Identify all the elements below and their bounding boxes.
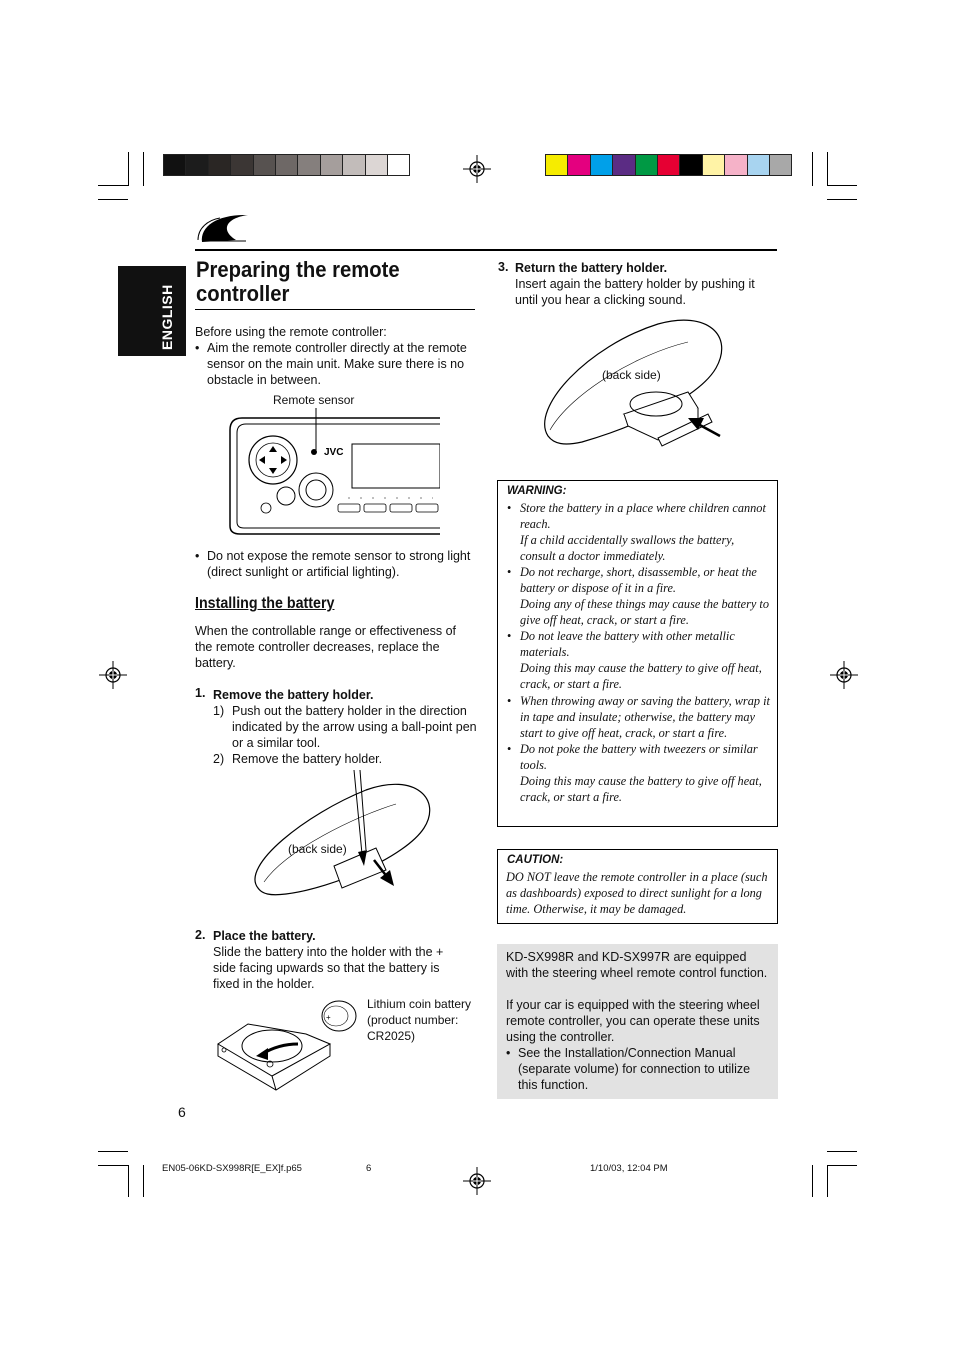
steering-info-bullet: • See the Installation/Connection Manual (separate volume) for connection to utilize this function. [506,1045,768,1093]
step3-number: 3. [498,260,509,274]
crop-mark [812,1165,813,1197]
title-rule [195,309,475,310]
color-swatch [163,154,186,176]
intro-bullet-aim: • Aim the remote controller directly at the remote sensor on the main unit. Make sure there is no obstacle in between. [195,340,477,388]
crop-mark [827,1165,857,1166]
color-swatch [702,154,725,176]
registration-mark-icon [99,661,127,689]
registration-mark-icon [463,1167,491,1195]
step3-title: Return the battery holder. [515,261,668,275]
step1-sub2-number: 2) [213,752,225,766]
registration-mark-icon [830,661,858,689]
language-tab-label: ENGLISH [159,284,175,350]
crop-mark [827,1151,857,1152]
color-swatch [590,154,613,176]
section-header-icon [196,212,252,244]
steering-info-p1: KD-SX998R and KD-SX997R are equipped with the steering wheel remote control function. [506,950,768,980]
page-title [196,258,472,306]
crop-mark [128,152,129,186]
color-swatch [747,154,770,176]
crop-mark [827,185,857,186]
step1-sub1-number: 1) [213,704,225,718]
head-unit-illustration [228,408,440,536]
crop-mark [827,1165,828,1197]
color-swatch [342,154,365,176]
warning-item: • When throwing away or saving the battery, wrap it in tape and insulate; otherwise, the battery may start to give off heat, crack, or start a fire. [507,693,771,741]
steering-info-p2: If your car is equipped with the steering wheel remote controller, you can operate these units using the controller. [506,998,760,1044]
step3-figure-label: (back side) [602,368,661,382]
svg-text:+: + [326,1013,331,1022]
steering-info-list [506,1045,768,1093]
step3-body: Insert again the battery holder by pushing it until you hear a clicking sound. [515,277,755,307]
footer-filename: EN05-06KD-SX998R[E_EX]f.p65 [162,1163,302,1174]
crop-mark [98,1151,128,1152]
color-swatch [365,154,388,176]
sensor-bullet-list [195,548,477,580]
color-swatch [230,154,253,176]
caution-heading: CAUTION: [507,854,564,866]
warning-item: • Do not poke the battery with tweezers or similar tools. Doing this may cause the battery to give off heat, crack, or start a fire. [507,741,771,805]
footer-date: 1/10/03, 12:04 PM [590,1163,668,1174]
color-swatch [567,154,590,176]
crop-mark [827,199,857,200]
language-tab [118,266,186,356]
crop-mark [143,1165,144,1197]
color-swatch [297,154,320,176]
page-title-line2: controller [196,281,290,306]
crop-mark [143,152,144,186]
color-swatch [612,154,635,176]
step1-sub2: Remove the battery holder. [232,752,383,766]
warning-list [507,500,771,805]
color-swatch [275,154,298,176]
install-body: When the controllable range or effectiveness of the remote controller decreases, replace the battery. [195,624,457,670]
color-swatch [657,154,680,176]
brand-logo: JVC [324,447,344,458]
warning-item: • Do not leave the battery with other metallic materials. Doing this may cause the battery to give off heat, crack, or start a fire. [507,628,771,692]
intro-lead: Before using the remote controller: [195,325,387,339]
color-swatch [679,154,702,176]
crop-mark [827,152,828,186]
color-swatch [635,154,658,176]
page-title-line1: Preparing the remote [196,257,400,282]
crop-mark [98,185,128,186]
remote-removal-illustration [246,770,436,910]
step1-title: Remove the battery holder. [213,688,374,702]
warning-heading: WARNING: [507,485,567,497]
step1-number: 1. [195,686,206,700]
color-swatch [320,154,343,176]
intro-bullet-list [195,340,477,388]
step2-title: Place the battery. [213,929,316,943]
color-swatch [387,154,410,176]
sensor-light-bullet: • Do not expose the remote sensor to strong light (direct sunlight or artificial lighting). [195,548,477,580]
step2-body: Slide the battery into the holder with the + side facing upwards so that the battery is fixed in the holder. [213,945,444,991]
remote-sensor-label: Remote sensor [273,393,355,407]
warning-item: • Store the battery in a place where children cannot reach. If a child accidentally swallows the battery, consult a doctor immediately. [507,500,771,564]
install-heading: Installing the battery [195,595,335,612]
crop-mark [128,1165,129,1197]
color-swatch [769,154,792,176]
crop-mark [98,199,128,200]
crop-mark [98,1165,128,1166]
battery-label: Lithium coin battery (product number: CR2025) [367,997,472,1043]
color-swatch [208,154,231,176]
crop-mark [812,152,813,186]
battery-holder-illustration [212,994,362,1098]
color-swatch [545,154,568,176]
warning-item: • Do not recharge, short, disassemble, or heat the battery or dispose of it in a fire. Doing any of these things may cause the battery to give off heat, crack, or start a fire. [507,564,771,628]
header-rule [195,249,777,251]
caution-body: DO NOT leave the remote controller in a place (such as dashboards) exposed to direct sunlight for a long time. Otherwise, it may be damaged. [506,870,768,916]
remote-insert-illustration [538,318,728,450]
color-swatch [185,154,208,176]
page-number: 6 [178,1104,186,1120]
registration-mark-icon [463,155,491,183]
color-swatch [253,154,276,176]
footer-page: 6 [366,1163,372,1174]
color-swatch [724,154,747,176]
step1-sub1: Push out the battery holder in the direction indicated by the arrow using a ball-point pen or a similar tool. [232,704,477,750]
step1-figure-label: (back side) [288,842,347,856]
step2-number: 2. [195,928,206,942]
